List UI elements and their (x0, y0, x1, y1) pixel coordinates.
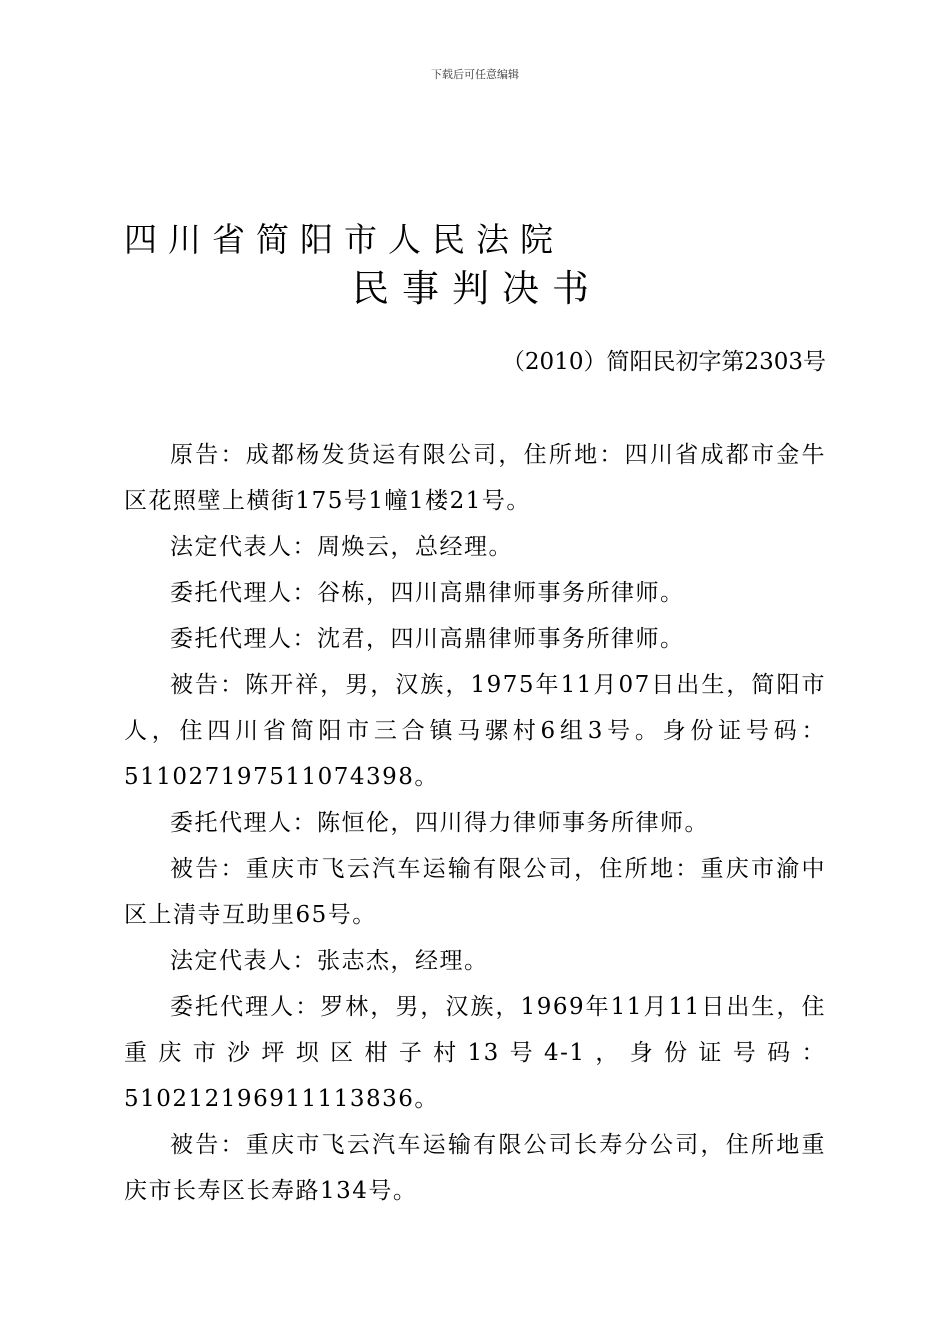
paragraph-agent: 委托代理人：陈恒伦，四川得力律师事务所律师。 (170, 810, 709, 836)
paragraph-agent: 委托代理人：沈君，四川高鼎律师事务所律师。 (170, 626, 685, 652)
document-body (124, 432, 826, 1214)
paragraph-legal-representative: 法定代表人：周焕云，总经理。 (170, 534, 513, 560)
paragraph-legal-representative: 法定代表人：张志杰，经理。 (170, 948, 489, 974)
header-note: 下载后可任意编辑 (431, 68, 519, 81)
paragraph-agent: 委托代理人：谷栋，四川高鼎律师事务所律师。 (170, 580, 685, 606)
case-number: （2010）简阳民初字第2303号 (501, 349, 826, 375)
paragraph-agent: 委托代理人：罗林，男，汉族，1969年11月11日出生，住重庆市沙坪坝区柑子村13号4-1，身份证号码：510212196911113836。 (124, 994, 826, 1112)
paragraph-plaintiff: 原告：成都杨发货运有限公司，住所地：四川省成都市金牛区花照壁上横街175号1幢1楼21号。 (124, 442, 826, 514)
paragraph-defendant: 被告：重庆市飞云汽车运输有限公司，住所地：重庆市渝中区上清寺互助里65号。 (124, 856, 826, 928)
paragraph-defendant: 被告：重庆市飞云汽车运输有限公司长寿分公司，住所地重庆市长寿区长寿路134号。 (124, 1132, 826, 1204)
court-name: 四川省简阳市人民法院 (124, 220, 564, 259)
document-title: 民事判决书 (352, 267, 602, 310)
paragraph-defendant: 被告：陈开祥，男，汉族，1975年11月07日出生，简阳市人，住四川省简阳市三合镇马骡村6组3号。身份证号码：511027197511074398。 (124, 672, 826, 790)
